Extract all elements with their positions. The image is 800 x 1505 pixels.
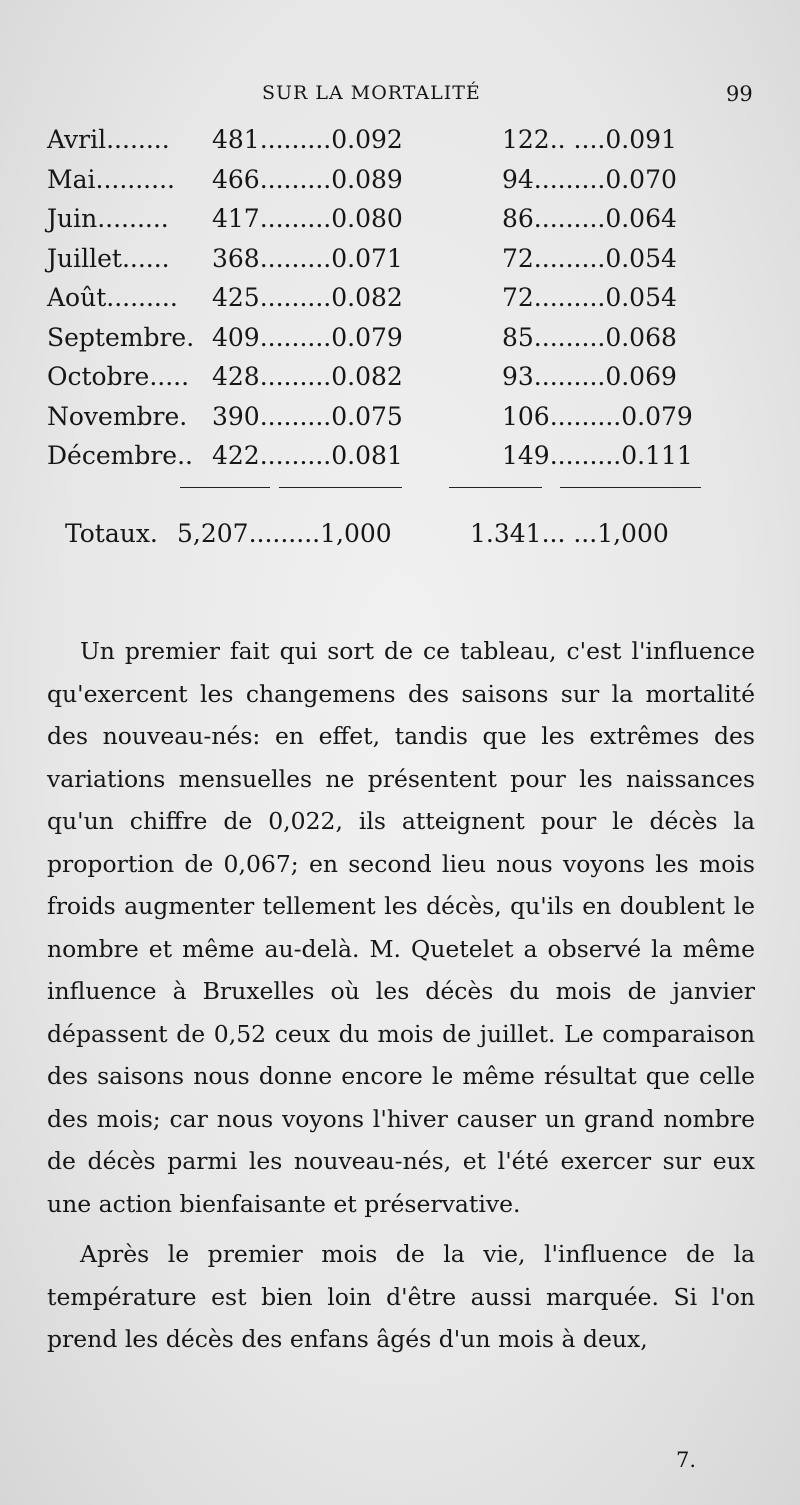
totals-deaths: 1.341... ...1,000 <box>470 518 669 548</box>
total-rule <box>279 487 402 488</box>
total-rule <box>560 487 701 488</box>
table-row <box>47 244 767 284</box>
month-cell: Avril........ <box>47 125 170 154</box>
month-cell: Mai.......... <box>47 164 175 194</box>
table-row <box>47 362 767 402</box>
deaths-cell: 86.........0.064 <box>502 204 677 233</box>
births-cell: 390.........0.075 <box>212 401 403 431</box>
deaths-cell: 93.........0.069 <box>502 362 677 391</box>
monthly-mortality-table <box>47 125 767 561</box>
total-rules <box>47 481 767 519</box>
deaths-cell: 72.........0.054 <box>502 283 677 312</box>
births-cell: 428.........0.082 <box>212 362 403 391</box>
deaths-cell: 106.........0.079 <box>502 401 693 431</box>
month-cell: Novembre. <box>47 401 188 431</box>
deaths-cell: 72.........0.054 <box>502 243 677 273</box>
totals-label: Totaux. <box>65 518 158 548</box>
deaths-cell: 94.........0.070 <box>502 164 677 194</box>
births-cell: 409.........0.079 <box>212 322 403 352</box>
births-cell: 422.........0.081 <box>212 441 403 470</box>
births-cell: 425.........0.082 <box>212 283 403 312</box>
month-cell: Octobre..... <box>47 362 190 391</box>
table-row <box>47 402 767 442</box>
total-rule <box>180 487 270 488</box>
deaths-cell: 85.........0.068 <box>502 322 677 352</box>
paragraph: Un premier fait qui sort de ce tableau, c'est l'influence qu'exercent les changemens des saisons sur la mortalité des nouveau-nés: en effet, tandis que les extrêmes des variations mensuelles ne présentent pour les naissances qu'un chiffre de 0,022, ils atteignent pour le décès la proportion de 0,067; en second lieu nous voyons les mois froids augmenter tellement les décès, qu'ils en doublent le nombre et même au-delà. M. Quetelet a observé la même influence à Bruxelles où les décès du mois de janvier dépassent de 0,52 ceux du mois de juillet. Le comparaison des saisons nous donne encore le même résultat que celle des mois; car nous voyons l'hiver causer un grand nombre de décès parmi les nouveau-nés, et l'été exercer sur eux une action bienfaisante et préservative. <box>47 637 755 1218</box>
month-cell: Juin......... <box>47 204 169 233</box>
table-row <box>47 125 767 165</box>
deaths-cell: 149.........0.111 <box>502 441 693 470</box>
total-rule <box>449 487 542 488</box>
deaths-cell: 122.. ....0.091 <box>502 125 677 154</box>
page-number: 99 <box>726 82 753 106</box>
births-cell: 481.........0.092 <box>212 125 403 154</box>
page-header <box>0 82 800 112</box>
births-cell: 417.........0.080 <box>212 204 403 233</box>
totals-row <box>47 519 767 561</box>
month-cell: Décembre.. <box>47 441 193 470</box>
totals-births: 5,207.........1,000 <box>177 518 392 548</box>
signature-mark: 7. <box>676 1448 697 1472</box>
paragraph: Après le premier mois de la vie, l'influence de la température est bien loin d'être aussi marquée. Si l'on prend les décès des enfans âgés d'un mois à deux, <box>47 1240 755 1353</box>
births-cell: 368.........0.071 <box>212 243 403 273</box>
month-cell: Juillet...... <box>47 243 170 273</box>
month-cell: Août......... <box>47 283 178 312</box>
table-row <box>47 441 767 481</box>
births-cell: 466.........0.089 <box>212 164 403 194</box>
body-text <box>47 630 755 1361</box>
month-cell: Septembre. <box>47 322 195 352</box>
running-head: SUR LA MORTALITÉ <box>262 82 481 104</box>
table-row <box>47 165 767 205</box>
table-row <box>47 283 767 323</box>
table-row <box>47 204 767 244</box>
table-row <box>47 323 767 363</box>
